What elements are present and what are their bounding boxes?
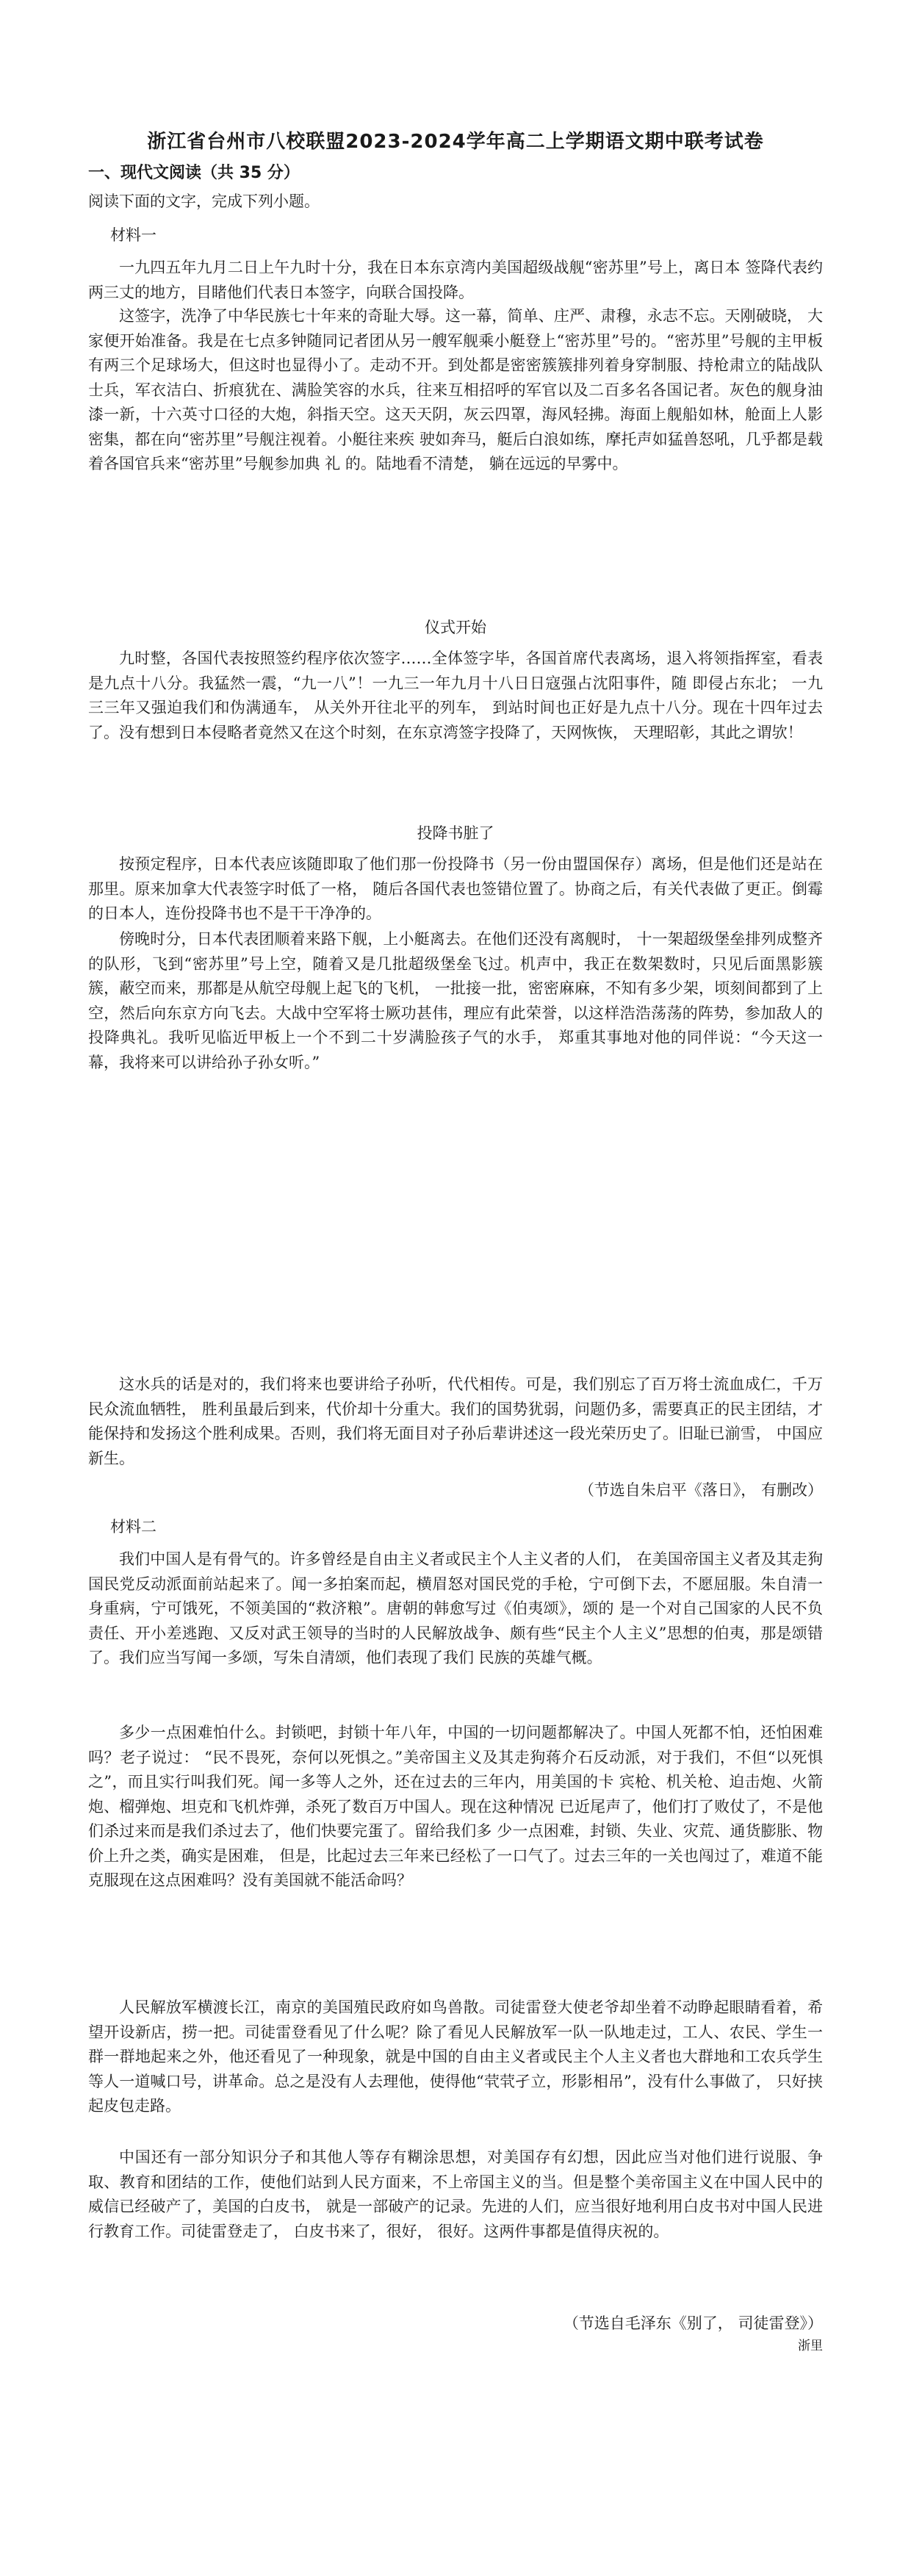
source-note-two: （节选自毛泽东《别了， 司徒雷登》） (563, 2314, 823, 2332)
material-one-paragraph: 这签字，洗净了中华民族七十年来的奇耻大辱。这一幕，简单、庄严、肃穆，永志不忘。天刚破晓， 大家便开始准备。我是在七点多钟随同记者团从另一艘军舰乘小艇登上“密苏里”号的。“密苏里”号舰的主甲板有两三个足球场大，但这时也显得小了。走动不开。到处都是密密簇簇排列着身穿制服、持枪肃立的陆战队士兵，军衣洁白、折痕犹在、满脸笑容的水兵，往来互相招呼的军官以及二百多名各国记者。灰色的舰身油漆一新，十六英寸口径的大炮，斜指天空。这天天阴，灰云四罩，海风轻拂。海面上舰船如林，舱面上人影密集，都在向“密苏里”号舰注视着。小艇往来疾 驶如奔马，艇后白浪如练，摩托声如猛兽怒吼，几乎都是载着各国官兵来“密苏里”号舰参加典 礼 的。陆地看不清楚， 躺在远远的早雾中。 (88, 307, 823, 472)
material-one-paragraph: 这水兵的话是对的，我们将来也要讲给子孙听，代代相传。可是，我们别忘了百万将士流血成仁，千万民众流血牺牲， 胜利虽最后到来，代价却十分重大。我们的国势犹弱，问题仍多，需要真正的民主团结，才能保持和发扬这个胜利成果。否则，我们将无面目对子孙后辈讲述这一段光荣历史了。旧耻已湔雪， 中国应新生。 (88, 1375, 823, 1467)
material-two-paragraph: 中国还有一部分知识分子和其他人等存有糊涂思想，对美国存有幻想，因此应当对他们进行说服、争取、教育和团结的工作，使他们站到人民方面来，不上帝国主义的当。但是整个美帝国主义在中国人民中的威信已经破产了，美国的白皮书， 就是一部破产的记录。先进的人们，应当很好地利用白皮书对中国人民进行教育工作。司徒雷登走了， 白皮书来了，很好， 很好。这两件事都是值得庆祝的。 (88, 2148, 823, 2240)
material-two-paragraph: 我们中国人是有骨气的。许多曾经是自由主义者或民主个人主义者的人们， 在美国帝国主义者及其走狗国民党反动派面前站起来了。闻一多拍案而起，横眉怒对国民党的手枪，宁可倒下去，不愿屈服。朱自清一身重病，宁可饿死，不领美国的“救济粮”。唐朝的韩愈写过《伯夷颂》，颂的 是一个对自己国家的人民不负责任、开小差逃跑、又反对武王领导的当时的人民解放战争、颇有些“民主个人主义”思想的伯夷，那是颂错了。我们应当写闻一多颂，写朱自清颂，他们表现了我们 民族的英雄气概。 (88, 1550, 823, 1666)
subheading-ceremony-start: 仪式开始 (425, 619, 486, 636)
subheading-surrender-document: 投降书脏了 (417, 824, 494, 842)
section-heading: 一、现代文阅读（共 35 分） (88, 164, 300, 182)
page-footer: 浙里 (798, 2339, 823, 2353)
material-one-paragraph: 九时整，各国代表按照签约程序依次签字……全体签字毕，各国首席代表离场，退入将领指挥室，看表是九点十八分。我猛然一震，“九一八”！一九三一年九月十八日日寇强占沈阳事件，随 即侵占东北； 一九三三年又强迫我们和伪满通车， 从关外开往北平的列车， 到站时间也正好是九点十八分。现在十四年过去了。没有想到日本侵略者竟然又在这个时刻，在东京湾签字投降了，天网恢恢， 天理昭彰，其此之谓欤！ (88, 650, 823, 741)
material-two-paragraph: 人民解放军横渡长江，南京的美国殖民政府如鸟兽散。司徒雷登大使老爷却坐着不动睁起眼睛看着，希望开设新店，捞一把。司徒雷登看见了什么呢？除了看见人民解放军一队一队地走过，工人、农民、学生一群一群地起来之外，他还看见了一种现象，就是中国的自由主义者或民主个人主义者也大群地和工农兵学生等人一道喊口号，讲革命。总之是没有人去理他，使得他“茕茕孑立，形影相吊”，没有什么事做了， 只好挟起皮包走路。 (88, 1998, 823, 2115)
instruction: 阅读下面的文字，完成下列小题。 (88, 193, 320, 210)
material-one-paragraph: 按预定程序，日本代表应该随即取了他们那一份投降书（另一份由盟国保存）离场，但是他们还是站在那里。原来加拿大代表签字时低了一格， 随后各国代表也签错位置了。协商之后，有关代表做了更正。倒霉的日本人，连份投降书也不是干干净净的。 (88, 855, 823, 922)
material-two-paragraph: 多少一点困难怕什么。封锁吧，封锁十年八年，中国的一切问题都解决了。中国人死都不怕，还怕困难吗？老子说过： “民不畏死，奈何以死惧之。”美帝国主义及其走狗蒋介石反动派，对于我们，不但“以死惧之”，而且实行叫我们死。闻一多等人之外，还在过去的三年内，用美国的卡 宾枪、机关枪、迫击炮、火箭炮、榴弹炮、坦克和飞机炸弹，杀死了数百万中国人。现在这种情况 已近尾声了，他们打了败仗了，不是他们杀过来而是我们杀过去了，他们快要完蛋了。留给我们多 少一点困难，封锁、失业、灾荒、通货膨胀、物价上升之类，确实是困难， 但是，比起过去三年来已经松了一口气了。过去三年的一关也闯过了，难道不能克服现在这点困难吗？没有美国就不能活命吗？ (88, 1724, 823, 1889)
material-one-paragraph: 一九四五年九月二日上午九时十分，我在日本东京湾内美国超级战舰“密苏里”号上，离日本 签降代表约两三丈的地方，目睹他们代表日本签字，向联合国投降。 (88, 259, 823, 301)
material-one-label: 材料一 (110, 226, 156, 244)
material-one-paragraph: 傍晚时分，日本代表团顺着来路下舰，上小艇离去。在他们还没有离舰时， 十一架超级堡垒排列成整齐的队形，飞到“密苏里”号上空，随着又是几批超级堡垒飞过。机声中，我正在数架数时，只见后面黑影簇簇，蔽空而来，那都是从航空母舰上起飞的飞机， 一批接一批，密密麻麻，不知有多少架，顷刻间都到了上空，然后向东京方向飞去。大战中空军将士厥功甚伟，理应有此荣誉，以这样浩浩荡荡的阵势，参加敌人的投降典礼。我听见临近甲板上一个不到二十岁满脸孩子气的水手， 郑重其事地对他的同伴说：“今天这一幕，我将来可以讲给孙子孙女听。” (88, 930, 823, 1071)
material-two-label: 材料二 (110, 1518, 156, 1536)
source-note-one: （节选自朱启平《落日》， 有删改） (578, 1481, 823, 1499)
document-title: 浙江省台州市八校联盟2023-2024学年高二上学期语文期中联考试卷 (147, 131, 764, 153)
